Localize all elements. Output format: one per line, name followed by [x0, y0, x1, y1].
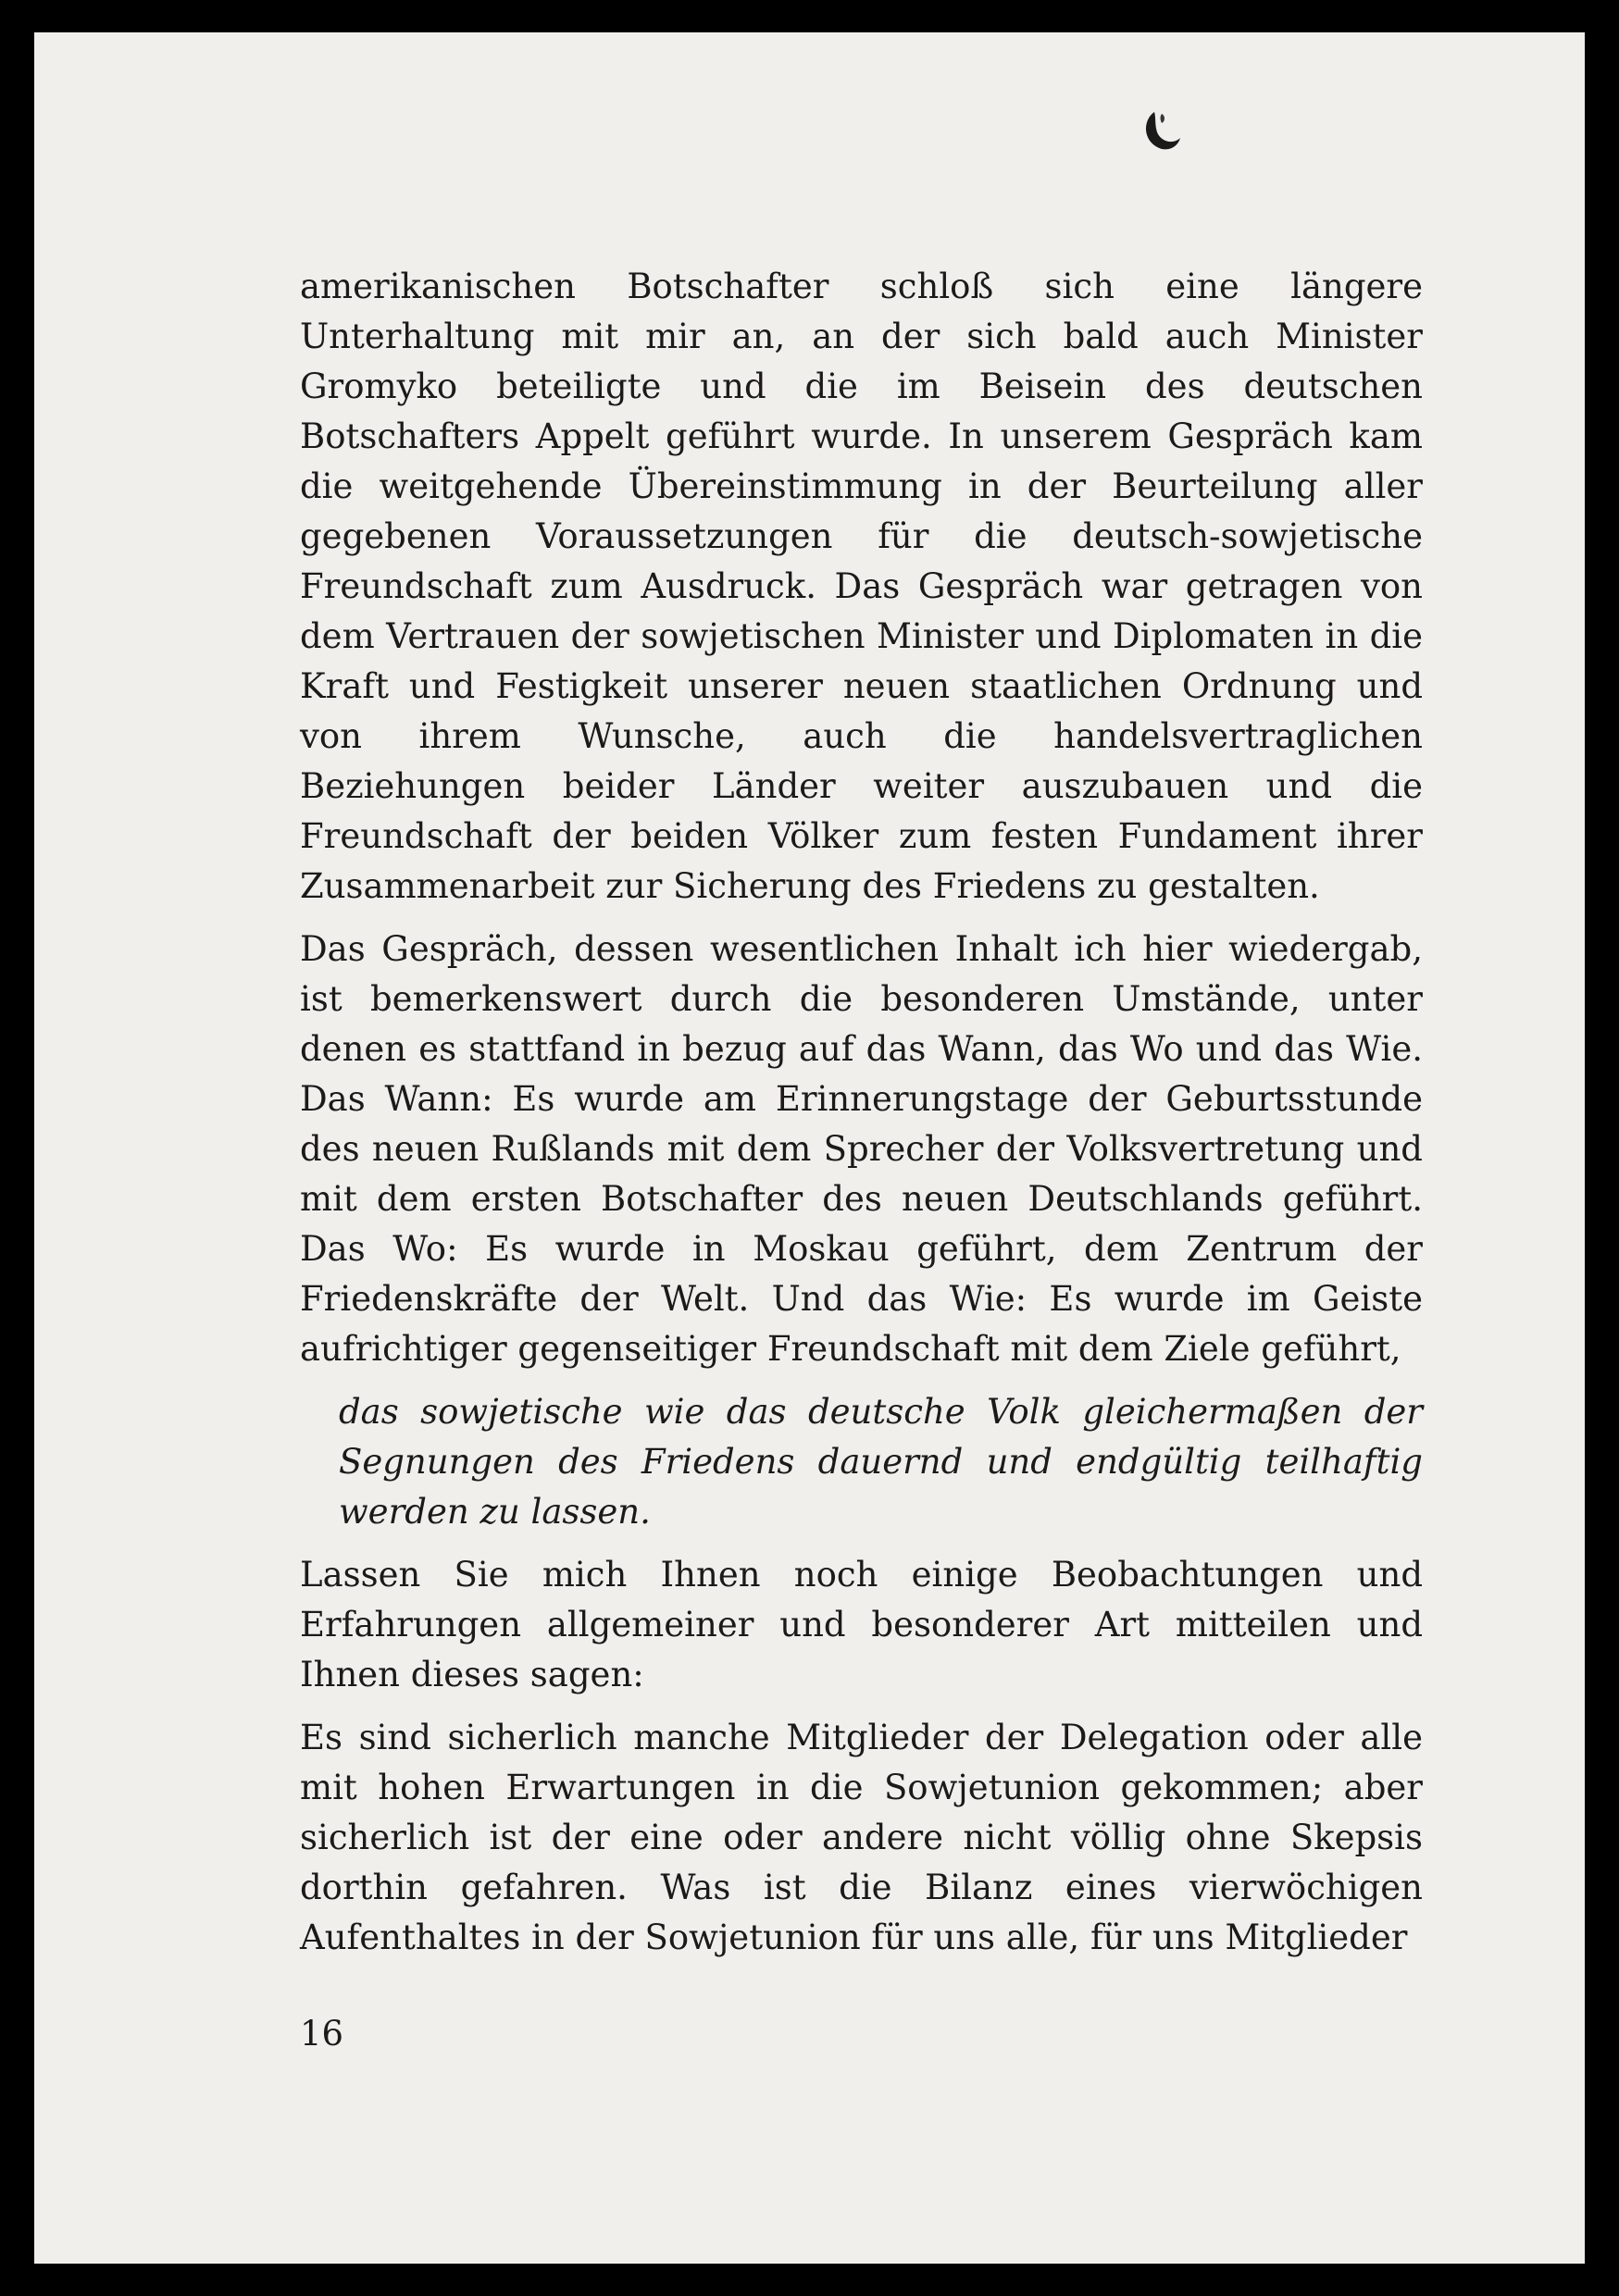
- body-text: [300, 262, 1423, 1976]
- punch-hole-icon: [1134, 105, 1188, 158]
- paragraph-4: Es sind sicherlich manche Mitglieder der Delegation oder alle mit hohen Erwartungen in die Sowjetunion gekommen; aber sicherlich ist der eine oder andere nicht völlig ohne Skepsis dorthin gefahren. Was ist die Bilanz eines vierwöchigen Aufenthaltes in der Sowjetunion für uns alle, für uns Mitglieder: [300, 1718, 1423, 1957]
- paragraph-2: Das Gespräch, dessen wesentlichen Inhalt ich hier wiedergab, ist bemerkenswert durch die besonderen Umstände, unter denen es stattfand in bezug auf das Wann, das Wo und das Wie. Das Wann: Es wurde am Erinnerungstage der Geburtsstunde des neuen Rußlands mit dem Sprecher der Volksvertretung und mit dem ersten Botschafter des neuen Deutschlands geführt. Das Wo: Es wurde in Moskau geführt, dem Zentrum der Friedenskräfte der Welt. Und das Wie: Es wurde im Geiste aufrichtiger gegenseitiger Freundschaft mit dem Ziele geführt,: [300, 929, 1423, 1369]
- paragraph-3: Lassen Sie mich Ihnen noch einige Beobachtungen und Erfahrungen allgemeiner und besonderer Art mitteilen und Ihnen dieses sagen:: [300, 1555, 1423, 1694]
- paragraph-1: amerikanischen Botschafter schloß sich eine längere Unterhaltung mit mir an, an der sich bald auch Minister Gromyko beteiligte und die im Beisein des deutschen Botschafters Appelt geführt wurde. In unserem Gespräch kam die weitgehende Übereinstimmung in der Beurteilung aller gegebenen Voraussetzungen für die deutsch-sowjetische Freundschaft zum Ausdruck. Das Gespräch war getragen von dem Vertrauen der sowjetischen Minister und Diplomaten in die Kraft und Festigkeit unserer neuen staatlichen Ordnung und von ihrem Wunsche, auch die handelsvertraglichen Beziehungen beider Länder weiter auszubauen und die Freundschaft der beiden Völker zum festen Fundament ihrer Zusammenarbeit zur Sicherung des Friedens zu gestalten.: [300, 267, 1423, 906]
- page-number: 16: [300, 2014, 344, 2054]
- document-page: [34, 32, 1585, 2264]
- quote-paragraph: das sowjetische wie das deutsche Volk gleichermaßen der Segnungen des Friedens dauernd und endgültig teilhaftig werden zu lassen.: [339, 1392, 1423, 1532]
